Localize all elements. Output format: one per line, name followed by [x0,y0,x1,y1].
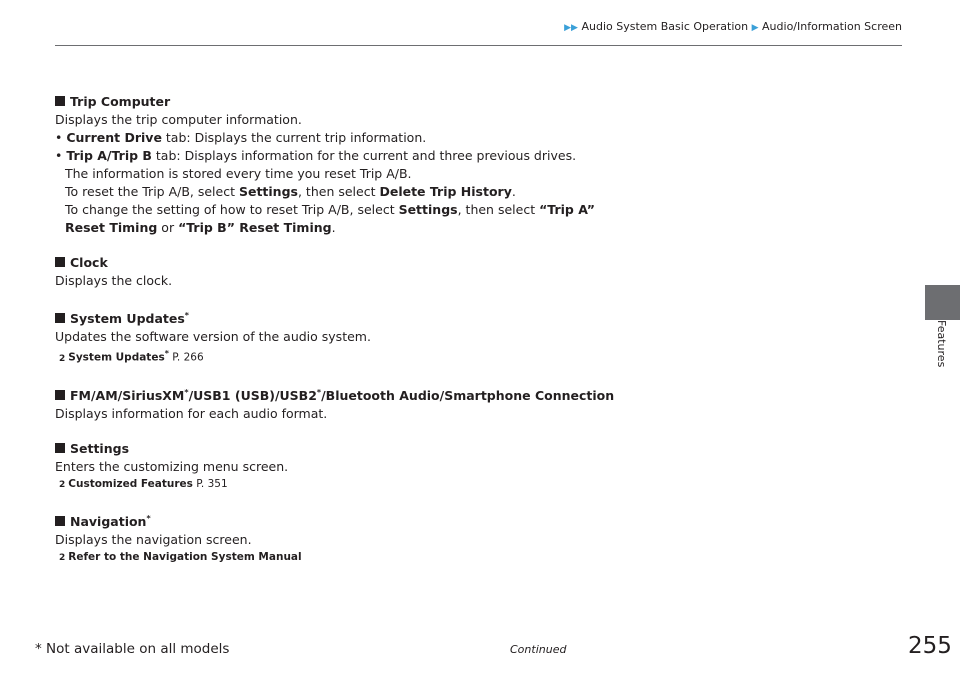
section-text: Displays the trip computer information. [55,112,302,127]
square-bullet-icon [55,96,65,106]
section-text: Displays the navigation screen. [55,531,252,547]
list-item: • Current Drive tab: Displays the current trip information. [55,130,427,145]
list-item: • Trip A/Trip B tab: Displays information for the current and three previous drives. [55,148,577,163]
cross-reference-link[interactable]: 2 Customized Features P. 351 [55,476,615,493]
square-bullet-icon [55,390,65,400]
section-system-updates [55,307,615,367]
footnote: * Not available on all models [35,641,230,657]
square-bullet-icon [55,313,65,323]
breadcrumb-item[interactable]: Audio System Basic Operation [581,20,749,33]
section-text: The information is stored every time you reset Trip A/B. [65,166,412,181]
square-bullet-icon [55,257,65,267]
section-text: To change the setting of how to reset Trip A/B, select Settings, then select “Trip A” Reset Timing or “Trip B” Reset Timing. [65,202,595,235]
side-tab-label: Features [935,320,948,368]
reference-icon: 2 [59,479,66,490]
section-text: Displays the clock. [55,273,173,288]
section-title: Trip Computer [55,93,615,111]
section-title: Navigation* [55,510,615,531]
square-bullet-icon [55,443,65,453]
continued-label: Continued [510,643,567,656]
section-trip-computer [55,93,615,237]
section-title: Clock [55,254,615,272]
section-navigation [55,510,615,566]
header-divider [55,45,902,46]
section-title: FM/AM/SiriusXM*/USB1 (USB)/USB2*/Bluetooth Audio/Smartphone Connection [55,384,615,405]
section-text: Enters the customizing menu screen. [55,458,289,474]
reference-icon: 2 [59,552,66,563]
cross-reference-link[interactable]: 2 System Updates* P. 266 [55,346,615,367]
breadcrumb-item[interactable]: Audio/Information Screen [762,20,902,33]
side-tab-marker [925,285,960,320]
section-title: Settings [55,440,615,458]
page-content [55,93,615,583]
reference-icon: 2 [59,353,66,364]
section-text: Displays information for each audio format. [55,405,328,421]
arrow-icon: ▶ [751,23,759,33]
section-title: System Updates* [55,307,615,328]
breadcrumb [564,20,902,33]
cross-reference-link[interactable]: 2 Refer to the Navigation System Manual [55,549,615,566]
section-audio-sources [55,384,615,423]
section-settings [55,440,615,493]
section-text: Updates the software version of the audio system. [55,329,371,345]
section-text: To reset the Trip A/B, select Settings, then select Delete Trip History. [65,184,516,199]
section-clock [55,254,615,290]
arrow-icon: ▶▶ [564,23,578,33]
square-bullet-icon [55,516,65,526]
page-number: 255 [908,633,952,659]
